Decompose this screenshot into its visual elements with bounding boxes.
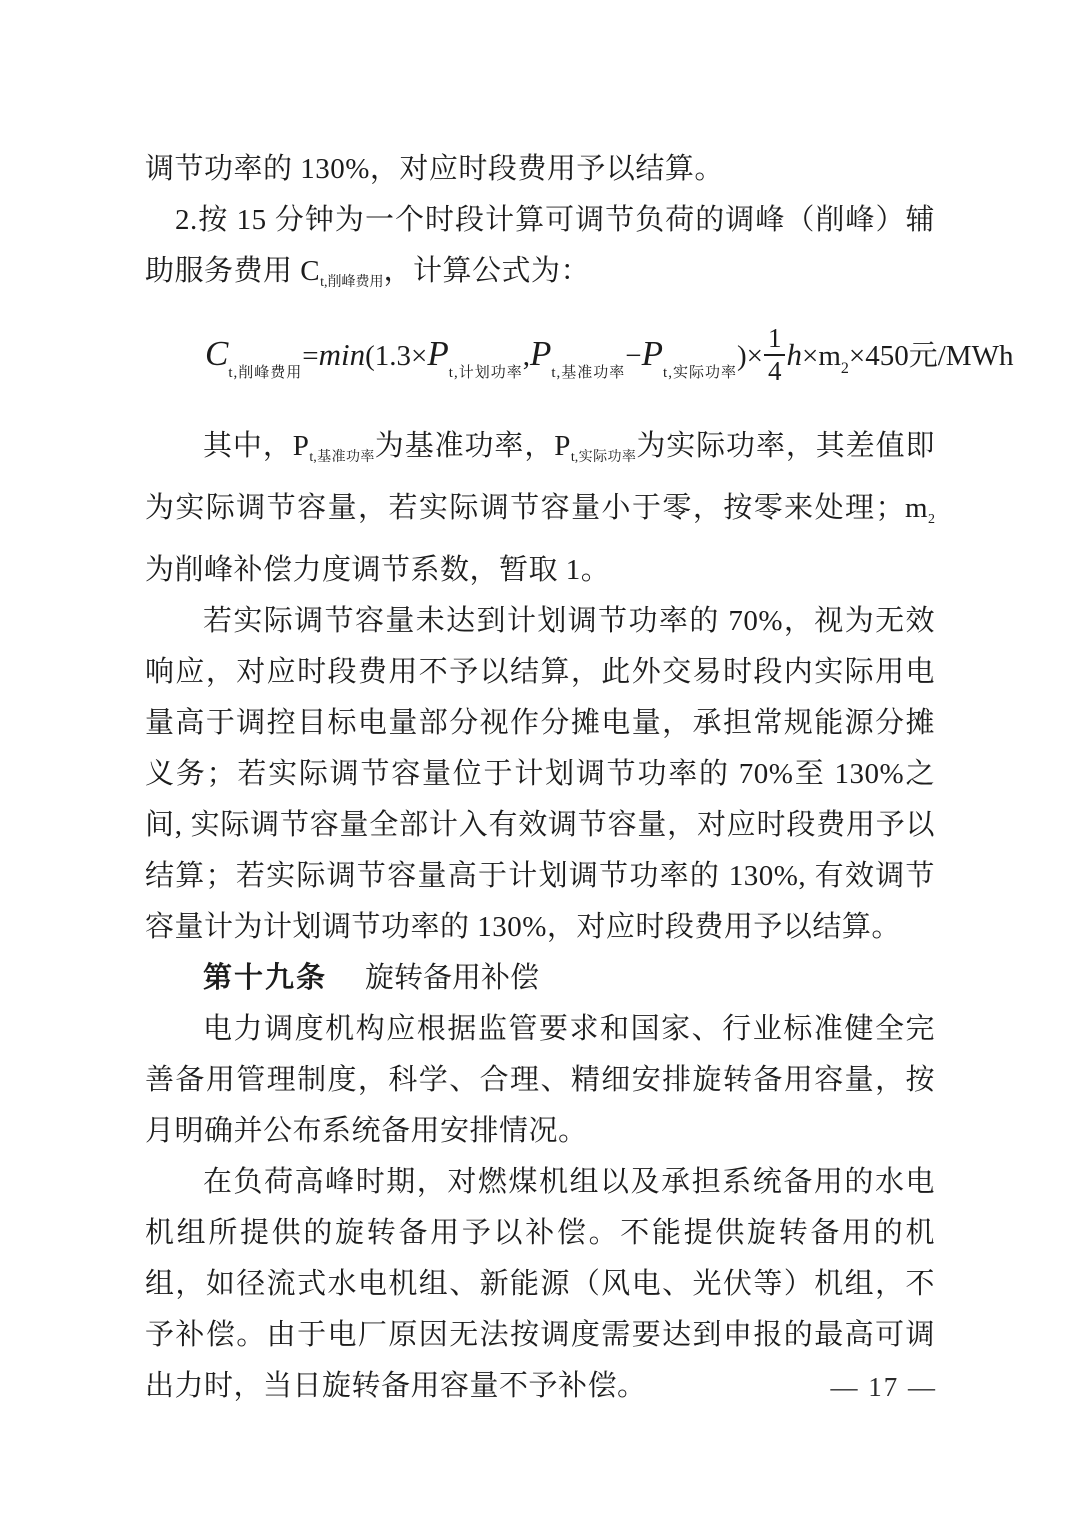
text-segment: 2.按 15 分钟为一个时段计算可调节负荷的调峰（削峰）辅助服务费用 C — [145, 204, 935, 287]
paragraph-intro — [145, 195, 935, 308]
formula-sub-base-power: t,基准功率 — [551, 365, 626, 381]
fraction-numerator: 1 — [764, 324, 786, 356]
text-segment: 为削峰补偿力度调节系数，暂取 1。 — [145, 554, 611, 586]
paragraph-settlement-rules: 若实际调节容量未达到计划调节功率的 70%，视为无效响应，对应时段费用不予以结算，此外交易时段内实际用电量高于调控目标电量部分视作分摊电量，承担常规能源分摊义务；若实际调节容量位于计划调节功率的 70%至 130%之间, 实际调节容量全部计入有效调节容量，对应时段费用予以结算；若实际调节容量高于计划调节功率的 130%, 有效调节容量计为计划调节功率的 130%，对应时段费用予以结算。 — [145, 605, 935, 943]
comma-separator: , — [522, 340, 530, 372]
formula-var-P-plan: P — [427, 334, 449, 373]
subscript-peak-fee: t,削峰费用 — [320, 275, 384, 290]
subscript-actual-power: t,实际功率 — [570, 450, 637, 465]
formula-close-paren-times: )× — [736, 340, 763, 372]
paragraph-where — [145, 421, 935, 596]
subscript-m2: 2 — [928, 512, 935, 527]
fraction-denominator: 4 — [767, 356, 782, 387]
formula-var-P-actual: P — [641, 334, 664, 373]
formula-open-paren: (1.3× — [365, 340, 428, 372]
article-title: 旋转备用补偿 — [365, 962, 540, 994]
formula-var-P-base: P — [529, 334, 552, 373]
formula-sub-2: 2 — [840, 360, 849, 377]
formula-sub-plan-power: t,计划功率 — [448, 365, 523, 381]
paragraph-continuation: 调节功率的 130%，对应时段费用予以结算。 — [145, 153, 724, 185]
text-segment: 为基准功率，P — [374, 430, 571, 462]
text-segment: ，计算公式为： — [383, 255, 590, 287]
formula-sub-peak-fee: t,削峰费用 — [228, 365, 303, 381]
equals-sign: = — [302, 340, 319, 372]
formula-min-operator: min — [318, 337, 366, 372]
article-19-heading — [145, 953, 935, 1004]
formula-sub-actual-power: t,实际功率 — [663, 365, 737, 381]
formula-peak-shaving-fee — [205, 314, 1014, 413]
formula-tail-price: ×450元/MWh — [848, 340, 1014, 372]
paragraph-reserve-compensation: 在负荷高峰时期，对燃煤机组以及承担系统备用的水电机组所提供的旋转备用予以补偿。不能提供旋转备用的机组，如径流式水电机组、新能源（风电、光伏等）机组，不予补偿。由于电厂原因无法按调度需要达到申报的最高可调出力时，当日旋转备用容量不予补偿。 — [145, 1166, 935, 1402]
paragraph-reserve-management: 电力调度机构应根据监管要求和国家、行业标准健全完善备用管理制度，科学、合理、精细安排旋转备用容量，按月明确并公布系统备用安排情况。 — [145, 1013, 935, 1147]
formula-var-h: h — [786, 337, 802, 372]
formula-times-m: ×m — [801, 340, 841, 372]
text-segment: 其中，P — [203, 430, 310, 462]
page-number: — 17 — — [830, 1372, 937, 1402]
minus-sign: − — [625, 340, 642, 372]
fraction-one-quarter — [764, 324, 786, 386]
formula-var-C: C — [205, 334, 229, 373]
subscript-base-power: t,基准功率 — [309, 450, 375, 465]
text-segment: 为实际功率，其差值即为实际调节容量，若实际调节容量小于零，按零来处理；m — [145, 430, 935, 524]
article-number: 第十九条 — [203, 962, 328, 994]
